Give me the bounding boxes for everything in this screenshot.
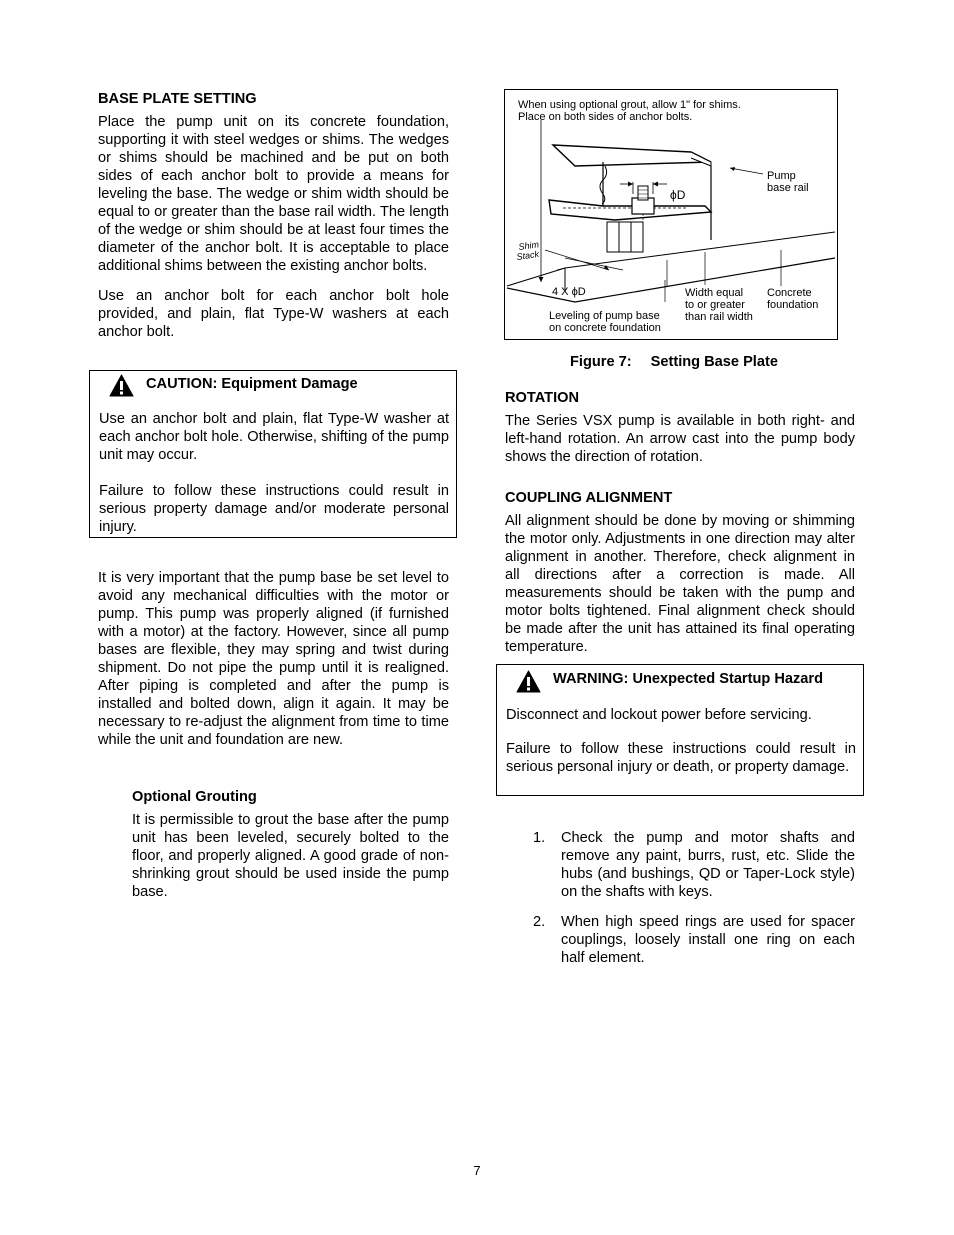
figure-width-label-1: Width equal	[685, 287, 744, 299]
figure-note-line-2: Place on both sides of anchor bolts.	[518, 111, 693, 123]
list-item-number: 2.	[533, 914, 546, 930]
figure-note-line-1: When using optional grout, allow 1" for shims.	[518, 99, 741, 111]
figure-caption-label: Figure 7:	[570, 354, 632, 370]
coupling-paragraph: All alignment should be done by moving or shimming the motor only. Adjustments in one direction may alter alignment in another. Therefore, check alignment in all directions after a correction is made. All measurements should be taken with the pump and motor bolts tightened. Final alignment check should be made after the unit has attained its final operating temperature.	[505, 513, 855, 655]
page-number: 7	[473, 1163, 481, 1178]
figure-pump-label-1: Pump	[767, 170, 796, 182]
figure-leveling-label-2: on concrete foundation	[549, 322, 661, 334]
rotation-heading: ROTATION	[505, 390, 580, 406]
figure-caption	[570, 353, 778, 371]
level-paragraph: It is very important that the pump base be set level to avoid any mechanical difficulties with the motor or pump. This pump was properly aligned (if furnished with a motor) at the factory. However, since all pump bases are flexible, they may spring and twist during shipment. Do not pipe the pump until it is realigned. After piping is completed and after the pump is installed and bolted down, align it again. It may be necessary to re-adjust the alignment from time to time while the unit and foundation are new.	[98, 570, 449, 748]
list-item	[533, 829, 855, 901]
list-item-text: When high speed rings are used for spacer couplings, loosely install one ring on each half element.	[561, 914, 855, 966]
caution-title: CAUTION: Equipment Damage	[146, 376, 358, 392]
figure-setting-base-plate	[504, 89, 838, 340]
warning-triangle-icon	[109, 374, 134, 397]
warning-title: WARNING: Unexpected Startup Hazard	[553, 671, 824, 687]
warning-box	[496, 664, 864, 796]
base-plate-diagram	[505, 90, 837, 339]
figure-pump-label-2: base rail	[767, 182, 809, 194]
figure-4x-phi-d-label: 4 X ϕD	[552, 286, 586, 298]
caution-box	[89, 370, 457, 538]
figure-leveling-label-1: Leveling of pump base	[549, 310, 660, 322]
base-plate-paragraph-1: Place the pump unit on its concrete foundation, supporting it with steel wedges or shims. The wedges or shims should be machined and be put on both sides of each anchor bolt to provide a means for leveling the base. The wedge or shim width should be equal to or greater than the base rail width. The length of the wedge or shim should be at least four times the diameter of the anchor bolt. It is acceptable to place additional shims between the existing anchor bolts.	[98, 114, 449, 274]
figure-width-label-3: than rail width	[685, 311, 753, 323]
grouting-paragraph: It is permissible to grout the base after the pump unit has been leveled, securely bolted to the floor, and properly aligned. A good grade of non-shrinking grout should be used inside the pump base.	[132, 812, 449, 900]
caution-paragraph-1: Use an anchor bolt and plain, flat Type-W washer at each anchor bolt hole. Otherwise, shifting of the pump unit may occur.	[99, 411, 449, 463]
warning-triangle-icon	[516, 670, 541, 693]
figure-shim-label-2: Stack	[515, 248, 540, 262]
warning-paragraph-1: Disconnect and lockout power before servicing.	[506, 707, 812, 723]
figure-phi-d-label: ϕD	[670, 188, 686, 202]
coupling-heading: COUPLING ALIGNMENT	[505, 490, 673, 506]
figure-concrete-label-1: Concrete	[767, 287, 812, 299]
figure-concrete-label-2: foundation	[767, 299, 819, 311]
base-plate-paragraph-2: Use an anchor bolt for each anchor bolt hole provided, and plain, flat Type-W washers at each anchor bolt.	[98, 288, 449, 340]
list-item-number: 1.	[533, 830, 546, 846]
rotation-paragraph: The Series VSX pump is available in both right- and left-hand rotation. An arrow cast into the pump body shows the direction of rotation.	[505, 413, 855, 465]
list-item-text: Check the pump and motor shafts and remove any paint, burrs, rust, etc. Slide the hubs (and bushings, QD or Taper-Lock style) on the shafts with keys.	[561, 830, 855, 900]
list-item	[533, 913, 855, 967]
warning-paragraph-2: Failure to follow these instructions could result in serious personal injury or death, or property damage.	[506, 741, 856, 775]
caution-paragraph-2: Failure to follow these instructions could result in serious property damage and/or moderate personal injury.	[99, 483, 449, 535]
base-plate-heading: BASE PLATE SETTING	[98, 91, 257, 107]
grouting-heading: Optional Grouting	[132, 789, 257, 805]
figure-shim-label-1: Shim	[517, 239, 540, 252]
figure-width-label-2: to or greater	[685, 299, 745, 311]
figure-caption-text: Setting Base Plate	[650, 354, 778, 370]
